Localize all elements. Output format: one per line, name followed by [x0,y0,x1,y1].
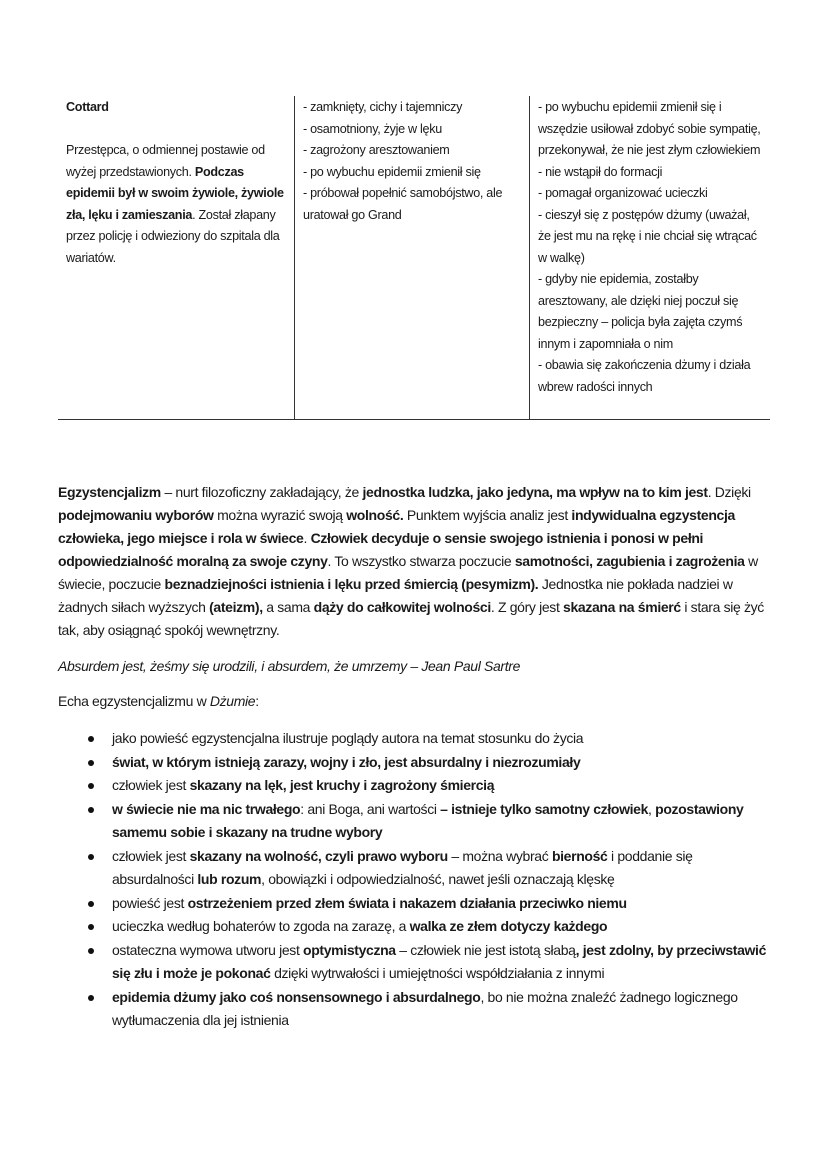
cell-list-item: - próbował popełnić samobójstwo, ale uratował go Grand [303,186,503,222]
bold-text: , jest zdolny, by przeciwstawić się złu i może je pokonać [112,941,767,981]
text-segment: – nurt filozoficzny zakładający, że [160,484,363,500]
echo-prefix: Echa egzystencjalizmu w [58,693,210,709]
text-segment: i stara się żyć tak, aby osiągnąć spokój wewnętrzny. [58,599,764,638]
bold-text: (ateizm), [209,599,263,615]
bold-text: podejmowaniu wyborów [58,507,214,523]
text-segment: ostateczna wymowa utworu jest [112,941,304,958]
text-segment: dzięki wytrwałości i umiejętności współdziałania z innymi [270,965,605,981]
bold-text: Podczas epidemii był w swoim żywiole, żywiole zła, lęku i zamieszania [66,164,284,222]
text-segment: Przestępca, o odmiennej postawie od wyżej przedstawionych. [66,143,265,179]
text-segment: i poddanie się absurdalności [112,847,693,887]
echo-heading [58,693,259,709]
bold-text: indywidualna egzystencja człowieka, jego miejsce i rola w świece [58,507,735,546]
text-segment: – można wybrać [447,847,552,864]
list-item [112,774,774,798]
bold-text: jednostka ludzka, jako jedyna, ma wpływ na to kim jest [362,484,708,500]
list-item [112,798,774,845]
cell-list-item: - obawia się zakończenia dżumy i działa wbrew radości innych [538,358,751,394]
text-segment: . To wszystko stwarza poczucie [327,553,515,569]
existentialism-paragraph [58,481,772,642]
list-item [112,727,774,751]
text-segment: . Z góry jest [490,599,564,615]
text-segment: ucieczka według bohaterów to zgoda na zarazę, a [112,918,410,934]
text-segment: można wyrazić swoją [213,507,347,523]
echo-suffix: : [255,693,259,709]
bold-text: w świecie nie ma nic trwałego [112,800,301,817]
list-item [112,915,774,939]
bold-text: lub rozum [197,871,262,887]
bold-text: skazany na wolność, czyli prawo wyboru [189,847,448,864]
character-name: Cottard [66,100,109,114]
list-item [112,986,774,1033]
cell-list-item: - cieszył się z postępów dżumy (uważał, że jest mu na rękę i nie chciał się wtrącać w walkę) [538,207,757,265]
text-segment: , obowiązki i odpowiedzialność, nawet jeśli oznaczają klęskę [261,871,615,887]
text-segment: powieść jest [112,894,188,911]
text-segment: Punktem wyjścia analiz jest [403,507,572,523]
text-segment: Jednostka nie pokłada nadziei w żadnych siłach wyższych [58,576,733,615]
cell-list-item: - zagrożony aresztowaniem [303,143,450,157]
bold-text: ostrzeżeniem przed złem świata i nakazem działania przeciwko niemu [187,894,627,911]
list-item [112,845,774,892]
cell-list-item: - osamotniony, żyje w lęku [303,121,442,136]
bold-text: samotności, zagubienia i zagrożenia [514,553,745,569]
text-segment: . [303,530,311,546]
character-description [66,140,288,269]
behavior-cell [530,96,771,420]
table-row [58,96,770,420]
bold-text: optymistyczna [303,941,396,958]
bold-text: – istnieje tylko samotny człowiek [440,800,649,817]
cell-list-item: - gdyby nie epidemia, zostałby aresztowany, ale dzięki niej poczuł się bezpieczny – policja była zajęta czymś innym i zapomniała o nim [538,272,743,351]
list-item [112,751,774,775]
character-table [58,96,770,420]
bold-text: dąży do całkowitej wolności [313,599,491,615]
bold-text: skazany na lęk, jest kruchy i zagrożony śmiercią [189,777,495,793]
echo-bullet-list [58,727,774,1033]
bold-text: walka ze złem dotyczy każdego [409,918,608,934]
text-segment: w świecie, poczucie [58,553,758,592]
text-segment: : ani Boga, ani wartości [300,800,441,817]
text-segment: człowiek jest [112,847,190,864]
bold-text: skazana na śmierć [563,599,681,615]
text-segment: . Został złapany przez policję i odwieziony do szpitala dla wariatów. [66,207,280,265]
bold-text: pozostawiony samemu sobie i skazany na trudne wybory [112,800,744,840]
text-segment: a sama [262,599,314,615]
text-segment: człowiek jest [112,777,190,793]
echo-title: Dżumie [209,693,256,709]
text-segment: – człowiek nie jest istotą słabą [395,941,576,958]
cell-list-item: - po wybuchu epidemii zmienił się [303,164,481,179]
bold-text: bierność [551,847,608,864]
traits-cell [295,96,530,420]
sartre-quote: Absurdem jest, żeśmy się urodzili, i absurdem, że umrzemy – Jean Paul Sartre [58,658,521,674]
text-segment: . Dzięki [707,484,751,500]
list-item [112,892,774,916]
bold-text: Człowiek decyduje o sensie swojego istnienia i ponosi w pełni odpowiedzialność moralną za swoje czyny [58,530,704,569]
cell-list-item: - po wybuchu epidemii zmienił się i wszędzie usiłował zdobyć sobie sympatię, przekonywał, że nie jest złym człowiekiem [538,100,761,157]
bold-text: epidemia dżumy jako coś nonsensownego i absurdalnego [112,988,481,1005]
bold-text: beznadziejności istnienia i lęku przed śmiercią (pesymizm). [164,576,539,592]
bold-text: Egzystencjalizm [58,484,161,500]
character-cell [58,96,295,420]
list-item [112,939,774,986]
bold-text: świat, w którym istnieją zarazy, wojny i zło, jest absurdalny i niezrozumiały [112,753,581,770]
bold-text: wolność. [346,507,404,523]
text-segment: , [648,800,656,817]
text-segment: jako powieść egzystencjalna ilustruje poglądy autora na temat stosunku do życia [112,730,584,746]
text-segment: , bo nie można znaleźć żadnego logicznego wytłumaczenia dla jej istnienia [112,988,738,1028]
cell-list-item: - zamknięty, cichy i tajemniczy [303,100,463,114]
cell-list-item: - pomagał organizować ucieczki [538,186,708,200]
cell-list-item: - nie wstąpił do formacji [538,164,663,179]
